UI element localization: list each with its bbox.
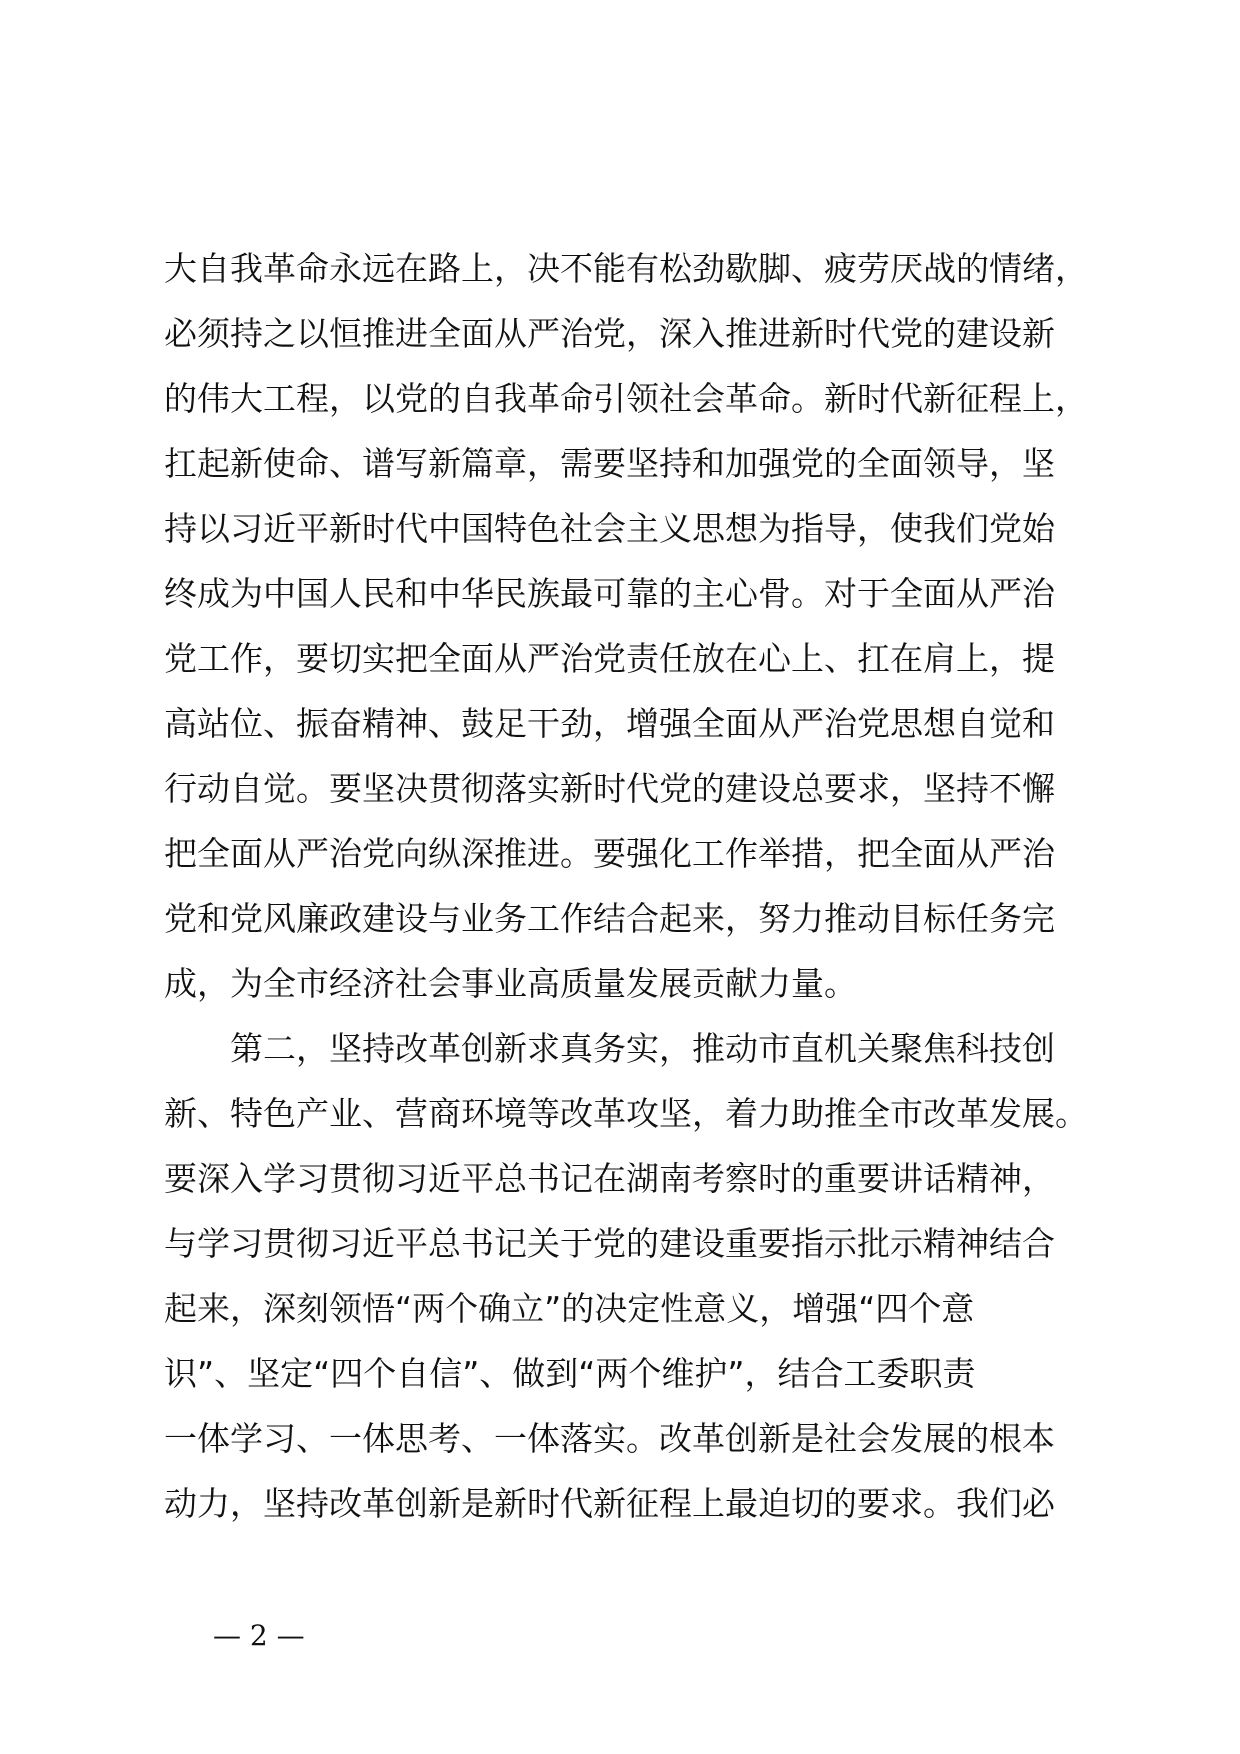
body-text [164,236,1114,1536]
text-line: 党工作，要切实把全面从严治党责任放在心上、扛在肩上，提 [164,639,1055,678]
text-line: 成，为全市经济社会事业高质量发展贡献力量。 [164,964,857,1003]
text-line: 一体学习、一体思考、一体落实。改革创新是社会发展的根本 [164,1419,1055,1458]
text-line: 持以习近平新时代中国特色社会主义思想为指导，使我们党始 [164,509,1055,548]
text-line: 大自我革命永远在路上，决不能有松劲歇脚、疲劳厌战的情绪， [164,249,1088,288]
text-line: 必须持之以恒推进全面从严治党，深入推进新时代党的建设新 [164,314,1055,353]
paragraph-start-line: 第二，坚持改革创新求真务实，推动市直机关聚焦科技创 [164,1029,1055,1068]
text-line: 终成为中国人民和中华民族最可靠的主心骨。对于全面从严治 [164,574,1055,613]
page-number: — 2 — [213,1619,305,1652]
text-line: 把全面从严治党向纵深推进。要强化工作举措，把全面从严治 [164,834,1055,873]
text-line: 的伟大工程，以党的自我革命引领社会革命。新时代新征程上， [164,379,1088,418]
text-line: 要深入学习贯彻习近平总书记在湖南考察时的重要讲话精神， [164,1159,1055,1198]
text-line: 扛起新使命、谱写新篇章，需要坚持和加强党的全面领导，坚 [164,444,1055,483]
text-line: 起来，深刻领悟“两个确立”的决定性意义，增强“四个意 [164,1289,975,1328]
text-line: 动力，坚持改革创新是新时代新征程上最迫切的要求。我们必 [164,1484,1055,1523]
text-line: 与学习贯彻习近平总书记关于党的建设重要指示批示精神结合 [164,1224,1055,1263]
text-line: 识”、坚定“四个自信”、做到“两个维护”，结合工委职责 [164,1354,976,1393]
text-line: 行动自觉。要坚决贯彻落实新时代党的建设总要求，坚持不懈 [164,769,1055,808]
text-line: 高站位、振奋精神、鼓足干劲，增强全面从严治党思想自觉和 [164,704,1055,743]
text-line: 新、特色产业、营商环境等改革攻坚，着力助推全市改革发展。 [164,1094,1088,1133]
text-line: 党和党风廉政建设与业务工作结合起来，努力推动目标任务完 [164,899,1055,938]
